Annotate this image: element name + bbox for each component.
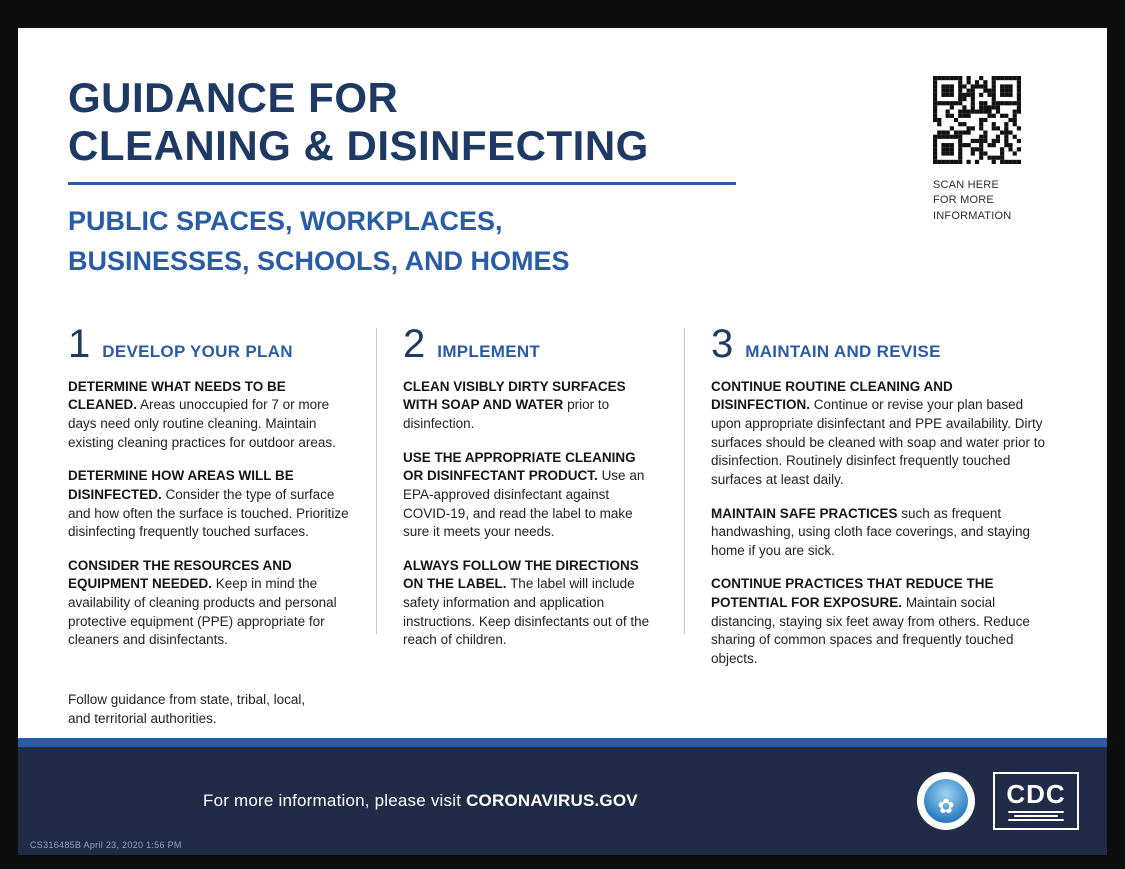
item-body: Maintain social distancing, staying six feet away from others. Reduce sharing of common spaces and frequently touched objects. <box>711 595 1030 666</box>
step-3-item-2 <box>711 505 1061 561</box>
step-3-header <box>711 321 1061 366</box>
page-title-line2: CLEANING & DISINFECTING <box>68 121 649 169</box>
footer-logos <box>917 772 1079 830</box>
page-subtitle: PUBLIC SPACES, WORKPLACES, BUSINESSES, SCHOOLS, AND HOMES <box>68 205 570 277</box>
step-2-item-3 <box>403 557 666 650</box>
step-3-maintain-and-revise <box>711 321 1061 729</box>
title-block <box>68 74 736 282</box>
qr-code-icon <box>933 76 1021 164</box>
footer-text <box>203 791 638 811</box>
step-2-item-2 <box>403 449 666 542</box>
step-1-item-2 <box>68 467 358 542</box>
item-lead: CONTINUE ROUTINE CLEANING AND DISINFECTION. <box>711 378 953 413</box>
epa-logo <box>917 772 975 830</box>
step-3-item-1 <box>711 378 1061 490</box>
item-lead: MAINTAIN SAFE PRACTICES <box>711 505 898 521</box>
steps-section <box>18 321 1107 729</box>
item-lead: USE THE APPROPRIATE CLEANING OR DISINFECTANT PRODUCT. <box>403 449 636 484</box>
qr-caption-line: FOR MORE <box>933 194 994 207</box>
authorities-footnote: Follow guidance from state, tribal, local, and territorial authorities. <box>68 691 306 726</box>
item-lead: CONSIDER THE RESOURCES AND EQUIPMENT NEEDED. <box>68 557 292 592</box>
epa-logo-inner <box>924 779 968 823</box>
cdc-waves-icon <box>1008 811 1064 821</box>
qr-caption-line: INFORMATION <box>933 209 1012 222</box>
step-2-implement <box>403 321 666 729</box>
step-3-number: 3 <box>711 321 734 366</box>
step-1-item-3 <box>68 557 358 650</box>
step-1-title: DEVELOP YOUR PLAN <box>102 341 293 361</box>
page-title-line1: GUIDANCE FOR <box>68 74 399 121</box>
step-1-develop-your-plan <box>68 321 358 729</box>
title-underline <box>68 182 736 185</box>
step-1-number: 1 <box>68 321 91 366</box>
step-3-title: MAINTAIN AND REVISE <box>745 341 941 361</box>
step-2-title: IMPLEMENT <box>437 341 541 361</box>
footer-bar <box>18 747 1107 855</box>
item-body: Consider the type of surface and how often the surface is touched. Prioritize disinfecting frequently touched surfaces. <box>68 486 349 540</box>
item-body: The label will include safety information and application instructions. Keep disinfectants out of the reach of children. <box>403 576 650 648</box>
epa-flower-icon: ✿ <box>937 796 955 818</box>
step-2-header <box>403 321 666 366</box>
step-3-item-3 <box>711 575 1061 668</box>
poster <box>18 28 1107 855</box>
item-lead: CLEAN VISIBLY DIRTY SURFACES WITH SOAP AND WATER <box>403 378 626 413</box>
cdc-logo <box>993 772 1079 830</box>
item-body: such as frequent handwashing, using cloth face coverings, and staying home if you are sick. <box>711 505 1030 558</box>
item-lead: ALWAYS FOLLOW THE DIRECTIONS ON THE LABEL. <box>403 557 639 592</box>
item-lead: DETERMINE WHAT NEEDS TO BE CLEANED. <box>68 378 286 413</box>
coronavirus-gov-link: CORONAVIRUS.GOV <box>466 791 638 810</box>
step-2-number: 2 <box>403 321 426 366</box>
item-lead: DETERMINE HOW AREAS WILL BE DISINFECTED. <box>68 468 294 502</box>
footer-accent-stripe <box>18 738 1107 747</box>
step-2-item-1 <box>403 378 666 434</box>
qr-caption <box>933 178 1011 224</box>
footer-prefix: For more information, please visit <box>203 791 462 810</box>
qr-block <box>933 74 1053 282</box>
item-body: Areas unoccupied for 7 or more days need only routine cleaning. Maintain existing cleaning practices for outdoor areas. <box>68 397 336 450</box>
column-divider <box>684 328 685 634</box>
item-body: Continue or revise your plan based upon appropriate disinfectant and PPE availability. Dirty surfaces should be cleaned with soap and water prior to disinfection. Routinely disinfect frequently touched surfaces at least daily. <box>711 397 1045 487</box>
column-divider <box>376 328 377 634</box>
qr-caption-line: SCAN HERE <box>933 179 999 191</box>
item-body: Use an EPA-approved disinfectant against COVID-19, and read the label to make sure it meets your needs. <box>403 468 645 540</box>
header <box>18 28 1107 282</box>
step-1-header <box>68 321 358 366</box>
item-lead: CONTINUE PRACTICES THAT REDUCE THE POTENTIAL FOR EXPOSURE. <box>711 576 994 610</box>
document-code: CS316485B April 23, 2020 1:56 PM <box>30 840 182 850</box>
cdc-logo-text: CDC <box>1006 779 1066 809</box>
item-body: prior to disinfection. <box>403 397 610 431</box>
item-body: Keep in mind the availability of cleaning products and personal protective equipment (PPE) appropriate for cleaners and disinfectants. <box>68 576 337 648</box>
step-1-item-1 <box>68 378 358 453</box>
